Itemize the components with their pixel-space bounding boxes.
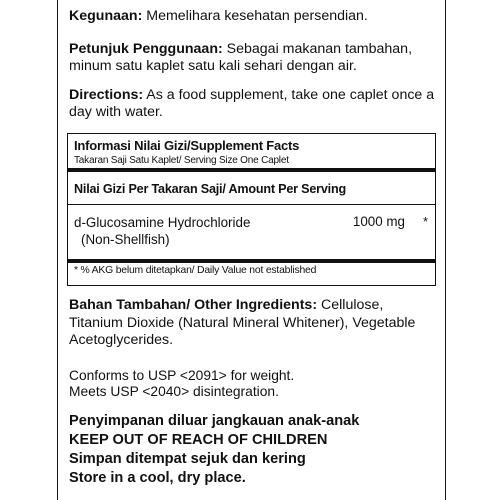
supplement-facts-box xyxy=(67,133,436,286)
directions-paragraph xyxy=(69,87,439,121)
storage-line-2: KEEP OUT OF REACH OF CHILDREN xyxy=(69,432,328,448)
usp-disintegration-line: Meets USP <2040> disintegration. xyxy=(69,384,279,399)
serving-size: Takaran Saji Satu Kaplet/ Serving Size One Caplet xyxy=(74,155,289,166)
usp-statement xyxy=(69,368,439,400)
storage-line-1: Penyimpanan diluar jangkauan anak-anak xyxy=(69,413,360,429)
ingredient-amount: 1000 mg xyxy=(352,214,405,229)
facts-divider-thick xyxy=(68,168,435,172)
instructions-paragraph xyxy=(69,41,439,75)
ingredient-name xyxy=(74,214,314,248)
usage-paragraph xyxy=(69,8,439,25)
usage-label: Kegunaan: xyxy=(69,8,143,24)
daily-value-footnote: * % AKG belum ditetapkan/ Daily Value not established xyxy=(74,265,317,276)
directions-label: Directions: xyxy=(69,87,144,103)
ingredient-source: (Non-Shellfish) xyxy=(81,232,170,247)
other-ingredients-paragraph xyxy=(69,297,439,350)
storage-line-3: Simpan ditempat sejuk dan kering xyxy=(69,451,306,467)
facts-divider-bottom xyxy=(68,259,435,263)
facts-title: Informasi Nilai Gizi/Supplement Facts xyxy=(74,138,300,153)
facts-divider xyxy=(68,204,435,205)
storage-line-4: Store in a cool, dry place. xyxy=(69,470,246,486)
other-ingredients-text: Cellulose, Titanium Dioxide (Natural Mineral Whitener), Vegetable Acetoglycerides. xyxy=(69,297,416,348)
ingredient-name-text: d-Glucosamine Hydrochloride xyxy=(74,215,251,230)
amount-per-serving-header: Nilai Gizi Per Takaran Saji/ Amount Per Serving xyxy=(74,182,346,196)
other-ingredients-label: Bahan Tambahan/ Other Ingredients: xyxy=(69,297,318,313)
instructions-text: Sebagai makanan tambahan, minum satu kaplet satu kali sehari dengan air. xyxy=(69,41,413,74)
usp-weight-line: Conforms to USP <2091> for weight. xyxy=(69,368,295,383)
daily-value-marker: * xyxy=(422,214,428,229)
usage-text: Memelihara kesehatan persendian. xyxy=(142,8,368,24)
product-label-panel xyxy=(57,0,446,500)
storage-warning xyxy=(69,412,359,488)
directions-text: As a food supplement, take one caplet once a day with water. xyxy=(69,87,435,120)
instructions-label: Petunjuk Penggunaan: xyxy=(69,41,223,57)
